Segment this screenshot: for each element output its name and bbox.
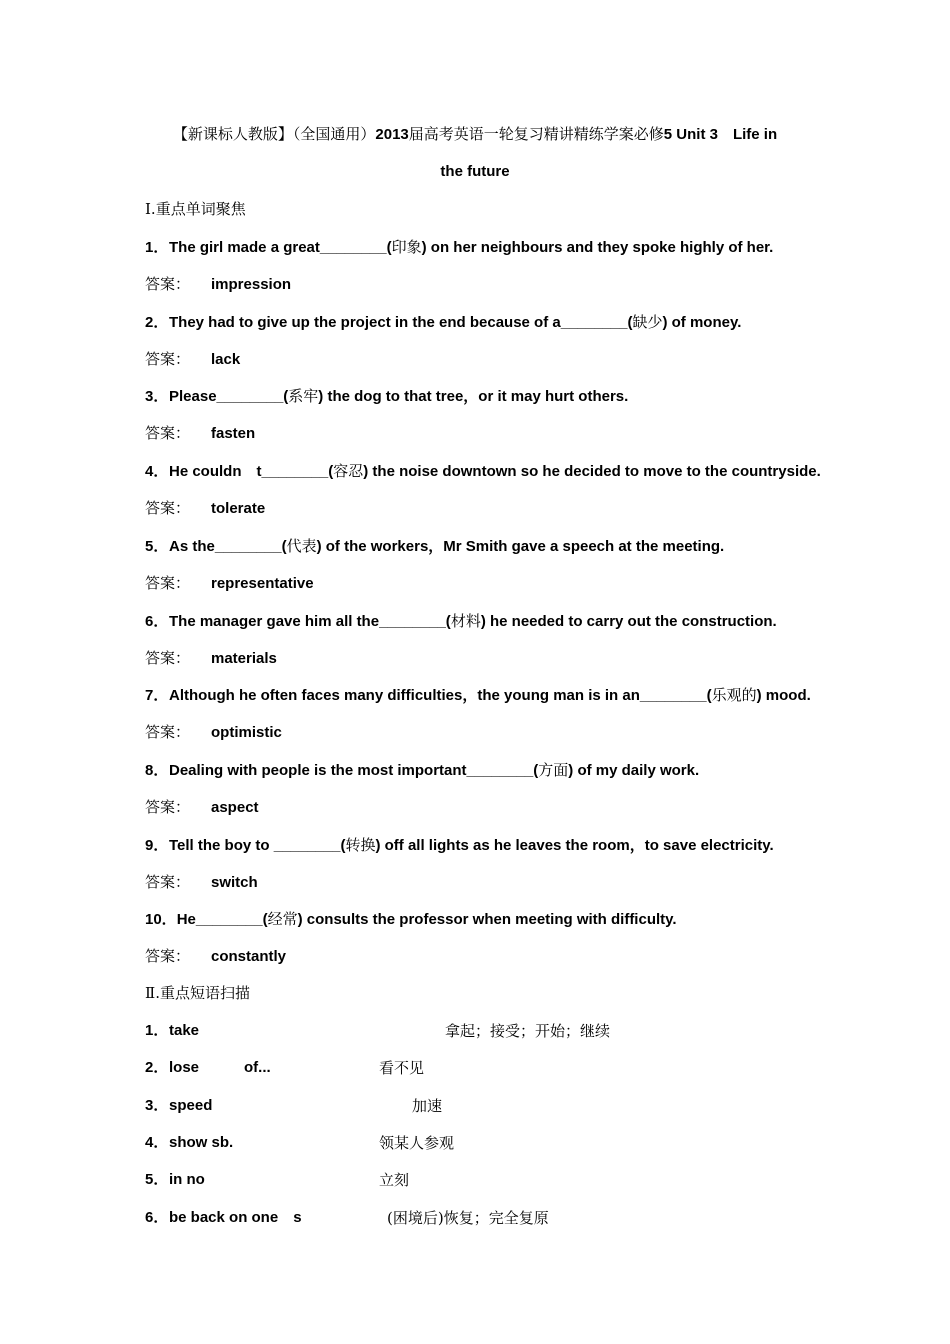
answer-4 bbox=[145, 498, 810, 519]
question-text-pre: They had to give up the project in the end because of a________( bbox=[169, 314, 633, 331]
question-text-pre: Tell the boy to ________( bbox=[169, 837, 346, 854]
question-text-pre: Dealing with people is the most important________( bbox=[169, 762, 539, 779]
answer-label: 答案： bbox=[145, 873, 191, 891]
answer-8 bbox=[145, 797, 810, 818]
question-hint: 系牢 bbox=[288, 387, 319, 405]
question-hint: 转换 bbox=[345, 836, 376, 854]
document-title-line-2: the future bbox=[440, 163, 510, 180]
section-2-heading: Ⅱ.重点短语扫描 bbox=[145, 984, 250, 1002]
answer-text: switch bbox=[211, 874, 258, 891]
phrase-text: lose of... bbox=[169, 1059, 271, 1076]
question-text-pre: The girl made a great________( bbox=[169, 239, 392, 256]
question-text-post: ) of money. bbox=[662, 314, 742, 331]
phrase-item-2 bbox=[145, 1058, 810, 1078]
question-number: 5． bbox=[145, 538, 169, 555]
answer-7 bbox=[145, 722, 810, 743]
answer-5 bbox=[145, 573, 810, 594]
question-hint: 代表 bbox=[286, 537, 317, 555]
question-text-pre: He couldn t________( bbox=[169, 463, 334, 480]
question-4 bbox=[145, 461, 821, 482]
phrase-text: be back on one s bbox=[169, 1209, 302, 1226]
question-text-pre: As the________( bbox=[169, 538, 287, 555]
answer-1 bbox=[145, 274, 810, 295]
phrase-item-5 bbox=[145, 1170, 810, 1190]
answer-text: fasten bbox=[211, 425, 256, 442]
phrase-item-4 bbox=[145, 1133, 810, 1153]
question-text-pre: He________( bbox=[176, 911, 268, 928]
answer-label: 答案： bbox=[145, 798, 191, 816]
question-6 bbox=[145, 611, 810, 632]
question-text-post: ) consults the professor when meeting with difficulty. bbox=[297, 911, 677, 928]
phrase-meaning: 拿起；接受；开始；继续 bbox=[445, 1022, 611, 1040]
question-hint: 方面 bbox=[538, 761, 569, 779]
phrase-number: 6． bbox=[145, 1209, 169, 1226]
phrase-meaning: 立刻 bbox=[379, 1171, 410, 1189]
question-10 bbox=[145, 909, 810, 930]
question-number: 3． bbox=[145, 388, 169, 405]
phrase-meaning: 看不见 bbox=[379, 1059, 425, 1077]
question-number: 4． bbox=[145, 463, 169, 480]
question-3 bbox=[145, 386, 810, 407]
answer-10 bbox=[145, 946, 810, 967]
phrase-meaning: (困境后)恢复；完全复原 bbox=[387, 1209, 549, 1227]
question-7 bbox=[145, 685, 810, 706]
question-number: 8． bbox=[145, 762, 169, 779]
question-number: 9． bbox=[145, 837, 169, 854]
answer-label: 答案： bbox=[145, 275, 191, 293]
question-text-post: ) off all lights as he leaves the room，to save electricity. bbox=[375, 837, 774, 854]
answer-label: 答案： bbox=[145, 723, 191, 741]
phrase-meaning: 领某人参观 bbox=[379, 1134, 455, 1152]
phrase-number: 3． bbox=[145, 1097, 169, 1114]
question-hint: 容忍 bbox=[333, 462, 364, 480]
answer-label: 答案： bbox=[145, 350, 191, 368]
question-text-post: ) mood. bbox=[756, 687, 811, 704]
answer-label: 答案： bbox=[145, 649, 191, 667]
answer-text: constantly bbox=[211, 948, 287, 965]
phrase-number: 1． bbox=[145, 1022, 169, 1039]
phrase-number: 2． bbox=[145, 1059, 169, 1076]
phrase-text: in no bbox=[169, 1171, 205, 1188]
question-text-post: ) he needed to carry out the construction. bbox=[480, 613, 777, 630]
question-number: 10． bbox=[145, 911, 177, 928]
question-text-pre: Although he often faces many difficulties，the young man is in an________( bbox=[169, 687, 712, 704]
answer-label: 答案： bbox=[145, 424, 191, 442]
question-1 bbox=[145, 237, 810, 258]
question-9 bbox=[145, 835, 810, 856]
question-text-post: ) the noise downtown so he decided to move to the countryside. bbox=[363, 463, 821, 480]
question-number: 1． bbox=[145, 239, 169, 256]
question-text-post: ) the dog to that tree，or it may hurt others. bbox=[318, 388, 629, 405]
answer-text: representative bbox=[211, 575, 314, 592]
question-number: 2． bbox=[145, 314, 169, 331]
phrase-text: speed bbox=[169, 1097, 213, 1114]
phrase-item-3 bbox=[145, 1096, 810, 1116]
answer-label: 答案： bbox=[145, 947, 191, 965]
answer-text: aspect bbox=[211, 799, 259, 816]
answer-9 bbox=[145, 872, 810, 893]
phrase-number: 4． bbox=[145, 1134, 169, 1151]
question-text-post: ) on her neighbours and they spoke highly of her. bbox=[421, 239, 774, 256]
question-number: 7． bbox=[145, 687, 169, 704]
section-1-heading: Ⅰ.重点单词聚焦 bbox=[145, 200, 246, 218]
answer-2 bbox=[145, 349, 810, 370]
answer-text: materials bbox=[211, 650, 277, 667]
phrase-text: show sb. bbox=[169, 1134, 234, 1151]
question-hint: 印象 bbox=[391, 238, 422, 256]
answer-label: 答案： bbox=[145, 499, 191, 517]
answer-text: tolerate bbox=[211, 500, 266, 517]
phrase-meaning: 加速 bbox=[412, 1097, 443, 1115]
answer-text: optimistic bbox=[211, 724, 282, 741]
document-title-line-1: 【新课标人教版】（全国通用）2013届高考英语一轮复习精讲精练学案必修5 Unit 3 Life in bbox=[172, 125, 778, 143]
question-5 bbox=[145, 536, 810, 557]
phrase-number: 5． bbox=[145, 1171, 169, 1188]
answer-6 bbox=[145, 648, 810, 669]
question-hint: 缺少 bbox=[632, 313, 663, 331]
question-number: 6． bbox=[145, 613, 169, 630]
question-2 bbox=[145, 312, 810, 333]
question-text-pre: The manager gave him all the________( bbox=[169, 613, 451, 630]
question-text-pre: Please________( bbox=[169, 388, 289, 405]
question-text-post: ) of the workers，Mr Smith gave a speech at the meeting. bbox=[316, 538, 725, 555]
answer-3 bbox=[145, 423, 810, 444]
answer-text: impression bbox=[211, 276, 292, 293]
answer-label: 答案： bbox=[145, 574, 191, 592]
question-hint: 经常 bbox=[267, 910, 298, 928]
answer-text: lack bbox=[211, 351, 241, 368]
question-text-post: ) of my daily work. bbox=[568, 762, 700, 779]
question-8 bbox=[145, 760, 810, 781]
phrase-text: take bbox=[169, 1022, 200, 1039]
question-hint: 乐观的 bbox=[711, 686, 757, 704]
question-hint: 材料 bbox=[450, 612, 481, 630]
